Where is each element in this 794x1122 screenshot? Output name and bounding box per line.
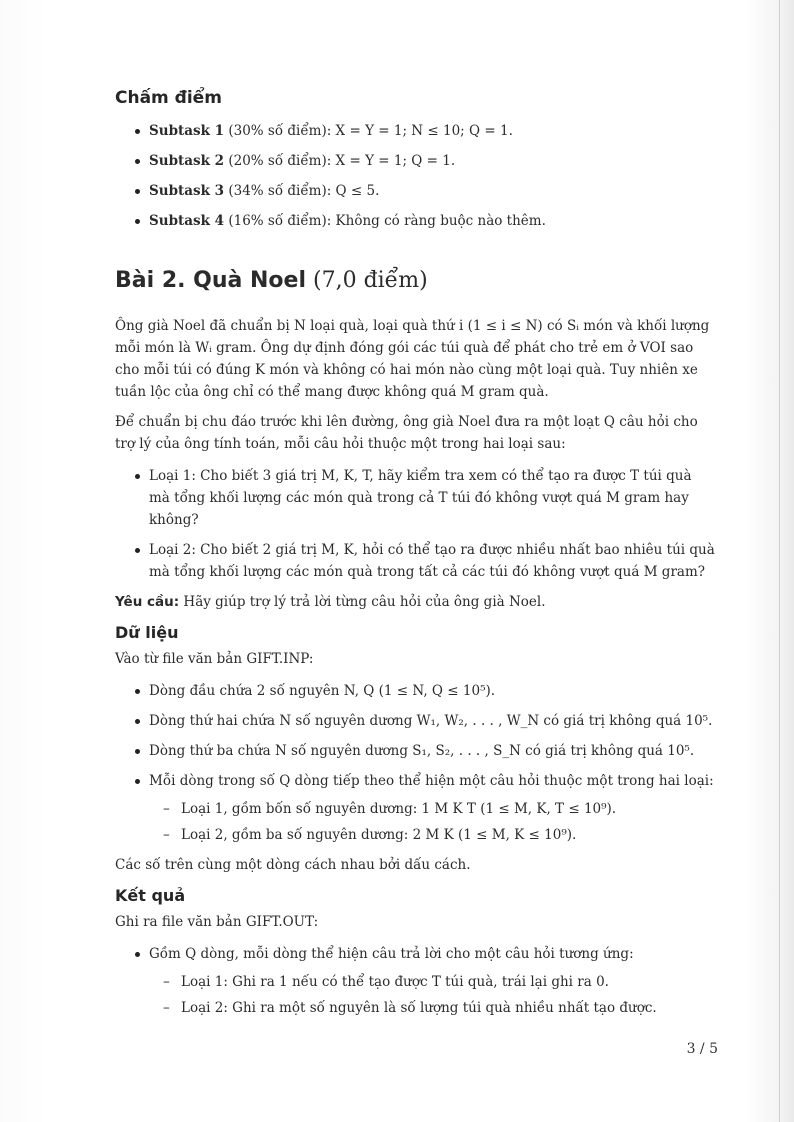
- query-type-item: Loại 2: Cho biết 2 giá trị M, K, hỏi có thể tạo ra được nhiều nhất bao nhiêu túi quà mà tổng khối lượng các món quà trong tất cả các túi đó không vượt quá M gram?: [115, 539, 715, 583]
- input-line-item: Dòng thứ hai chứa N số nguyên dương W₁, W₂, . . . , W_N có giá trị không quá 10⁵.: [115, 710, 715, 732]
- problem-prep: Để chuẩn bị chu đáo trước khi lên đường, ông già Noel đưa ra một loạt Q câu hỏi cho trợ lý của ông tính toán, mỗi câu hỏi thuộc một trong hai loại sau:: [115, 414, 698, 452]
- subtask-detail: (20% số điểm): X = Y = 1; Q = 1.: [228, 153, 456, 169]
- requirement: [115, 591, 715, 613]
- input-line-item: [115, 770, 715, 846]
- page-number: 3 / 5: [686, 1041, 718, 1057]
- answer-format-list: [149, 971, 715, 1019]
- requirement-label: Yêu cầu:: [115, 594, 180, 610]
- output-line-item: [115, 943, 715, 1019]
- input-query-line: Mỗi dòng trong số Q dòng tiếp theo thể hiện một câu hỏi thuộc một trong hai loại:: [149, 773, 714, 789]
- subtask-item: [115, 120, 715, 142]
- query-format-item: – Loại 2, gồm ba số nguyên dương: 2 M K (1 ≤ M, K ≤ 10⁹).: [149, 824, 715, 846]
- subtask-label: Subtask 2: [149, 153, 225, 169]
- problem-intro: Ông già Noel đã chuẩn bị N loại quà, loại quà thứ i (1 ≤ i ≤ N) có Sᵢ món và khối lượng mỗi món là Wᵢ gram. Ông dự định đóng gói các túi quà để phát cho trẻ em ở VOI sao cho mỗi túi có đúng K món và không có hai món nào cùng một loại quà. Tuy nhiên xe tuần lộc của ông chỉ có thể mang được không quá M gram quà.: [115, 318, 710, 400]
- output-line-list: [115, 943, 715, 1019]
- query-format-list: [149, 798, 715, 846]
- input-line-item: Dòng thứ ba chứa N số nguyên dương S₁, S₂, . . . , S_N có giá trị không quá 10⁵.: [115, 740, 715, 762]
- query-type-item: Loại 1: Cho biết 3 giá trị M, K, T, hãy kiểm tra xem có thể tạo ra được T túi quà mà tổng khối lượng các món quà trong cả T túi đó không vượt quá M gram hay không?: [115, 465, 715, 531]
- subtask-label: Subtask 4: [149, 213, 225, 229]
- input-line-item: Dòng đầu chứa 2 số nguyên N, Q (1 ≤ N, Q ≤ 10⁵).: [115, 680, 715, 702]
- subtask-item: [115, 180, 715, 202]
- scoring-heading: Chấm điểm: [115, 88, 222, 108]
- subtask-item: [115, 150, 715, 172]
- subtask-list: [115, 120, 715, 232]
- output-line-text: Gồm Q dòng, mỗi dòng thể hiện câu trả lời cho một câu hỏi tương ứng:: [149, 946, 634, 962]
- query-type-list: [115, 465, 715, 583]
- separator-note: Các số trên cùng một dòng cách nhau bởi dấu cách.: [115, 857, 471, 873]
- page-content: [115, 88, 715, 1027]
- scan-edge-line: [779, 0, 780, 1122]
- input-line-list: [115, 680, 715, 846]
- query-format-item: – Loại 1, gồm bốn số nguyên dương: 1 M K T (1 ≤ M, K, T ≤ 10⁹).: [149, 798, 715, 820]
- subtask-item: [115, 210, 715, 232]
- problem-title-text: Bài 2. Quà Noel: [115, 268, 306, 293]
- problem-points: (7,0 điểm): [313, 268, 428, 293]
- requirement-text: Hãy giúp trợ lý trả lời từng câu hỏi của ông già Noel.: [183, 594, 546, 610]
- subtask-detail: (16% số điểm): Không có ràng buộc nào thêm.: [228, 213, 546, 229]
- problem-title: [115, 268, 715, 293]
- answer-format-item: – Loại 2: Ghi ra một số nguyên là số lượng túi quà nhiều nhất tạo được.: [149, 997, 715, 1019]
- input-intro: Vào từ file văn bản GIFT.INP:: [115, 651, 314, 667]
- answer-format-item: – Loại 1: Ghi ra 1 nếu có thể tạo được T túi quà, trái lại ghi ra 0.: [149, 971, 715, 993]
- output-intro: Ghi ra file văn bản GIFT.OUT:: [115, 914, 319, 930]
- output-heading: Kết quả: [115, 886, 186, 905]
- subtask-detail: (30% số điểm): X = Y = 1; N ≤ 10; Q = 1.: [228, 123, 513, 139]
- subtask-label: Subtask 3: [149, 183, 225, 199]
- subtask-label: Subtask 1: [149, 123, 225, 139]
- input-heading: Dữ liệu: [115, 623, 179, 642]
- subtask-detail: (34% số điểm): Q ≤ 5.: [228, 183, 380, 199]
